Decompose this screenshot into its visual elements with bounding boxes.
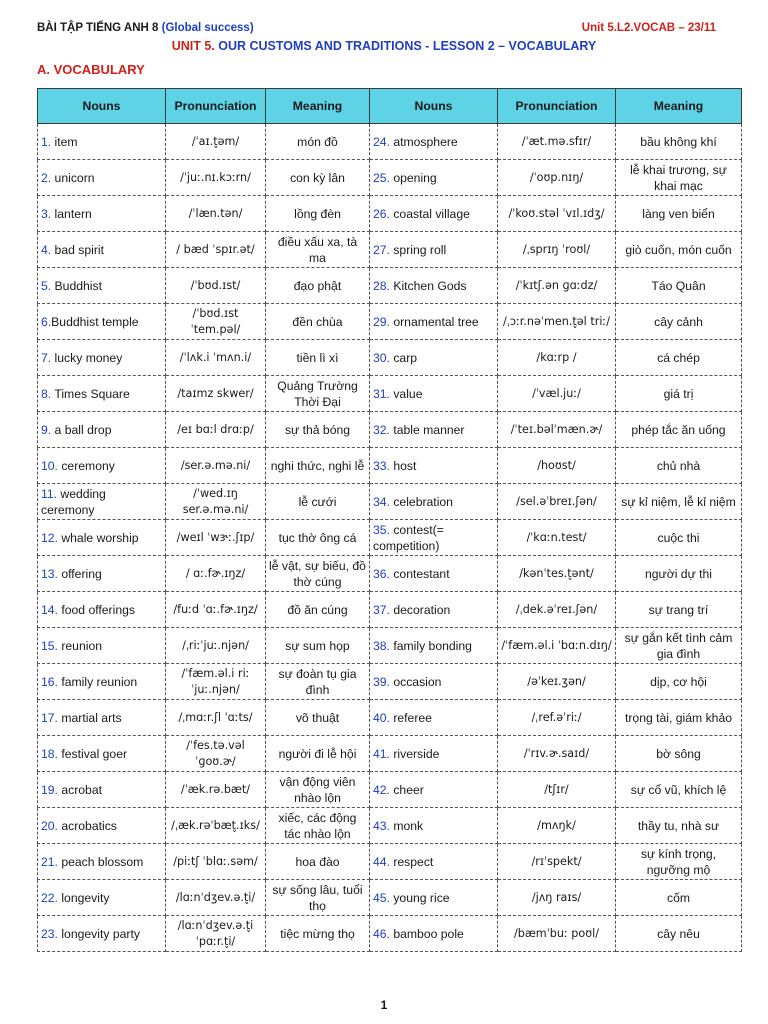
noun-cell	[370, 520, 498, 556]
item-number: 39.	[373, 674, 390, 689]
noun-text: Times Square	[51, 386, 130, 401]
table-header-row	[38, 89, 742, 124]
meaning-cell: món đồ	[266, 124, 370, 160]
noun-cell	[370, 232, 498, 268]
pronunciation-cell: /eɪ bɑːl drɑːp/	[166, 412, 266, 448]
pronunciation-cell: /sel.əˈbreɪ.ʃən/	[498, 484, 616, 520]
noun-text: family reunion	[57, 674, 138, 689]
item-number: 18.	[41, 746, 58, 761]
noun-cell	[370, 484, 498, 520]
noun-cell	[370, 808, 498, 844]
meaning-cell: tục thờ ông cá	[266, 520, 370, 556]
item-number: 44.	[373, 854, 390, 869]
noun-text: respect	[389, 854, 434, 869]
noun-text: food offerings	[57, 602, 135, 617]
meaning-cell: con kỳ lân	[266, 160, 370, 196]
item-number: 1.	[41, 134, 52, 149]
noun-text: cheer	[389, 782, 424, 797]
item-number: 13.	[41, 566, 58, 581]
noun-cell	[38, 412, 166, 448]
meaning-cell: lễ khai trương, sự khai mạc	[616, 160, 742, 196]
noun-cell	[38, 196, 166, 232]
pronunciation-cell: /ˈbʊd.ɪst ˈtem.pəl/	[166, 304, 266, 340]
noun-text: value	[389, 386, 423, 401]
meaning-cell: sự thả bóng	[266, 412, 370, 448]
item-number: 23.	[41, 926, 58, 941]
page-number: 1	[380, 998, 388, 1012]
pronunciation-cell: /ˈæk.rə.bæt/	[166, 772, 266, 808]
pronunciation-cell: /ˈfæm.əl.i riːˈjuː.njən/	[166, 664, 266, 700]
table-row	[38, 340, 742, 376]
noun-text: lucky money	[51, 350, 123, 365]
noun-cell	[370, 628, 498, 664]
pronunciation-cell: /ˈlæn.tən/	[166, 196, 266, 232]
item-number: 29.	[373, 314, 390, 329]
noun-cell	[38, 808, 166, 844]
item-number: 16.	[41, 674, 58, 689]
noun-text: young rice	[389, 890, 450, 905]
noun-cell	[370, 376, 498, 412]
item-number: 33.	[373, 458, 390, 473]
table-row	[38, 304, 742, 340]
noun-text: riverside	[389, 746, 440, 761]
table-row	[38, 772, 742, 808]
pronunciation-cell: /ˈwed.ɪŋ ser.ə.mə.ni/	[166, 484, 266, 520]
meaning-cell: phép tắc ăn uống	[616, 412, 742, 448]
item-number: 17.	[41, 710, 58, 725]
pronunciation-cell: /ˈaɪ.t̬əm/	[166, 124, 266, 160]
item-number: 19.	[41, 782, 58, 797]
item-number: 12.	[41, 530, 58, 545]
noun-cell	[370, 772, 498, 808]
table-row	[38, 376, 742, 412]
noun-cell	[370, 556, 498, 592]
table-row	[38, 556, 742, 592]
item-number: 34.	[373, 494, 390, 509]
noun-text: Kitchen Gods	[389, 278, 467, 293]
meaning-cell: hoa đào	[266, 844, 370, 880]
pronunciation-cell: /hoʊst/	[498, 448, 616, 484]
noun-cell	[38, 592, 166, 628]
table-row	[38, 268, 742, 304]
table-row	[38, 916, 742, 952]
meaning-cell: giá trị	[616, 376, 742, 412]
meaning-cell: bầu không khí	[616, 124, 742, 160]
item-number: 38.	[373, 638, 390, 653]
noun-text: ceremony	[57, 458, 115, 473]
meaning-cell: dịp, cơ hội	[616, 664, 742, 700]
table-row	[38, 736, 742, 772]
noun-cell	[370, 700, 498, 736]
meaning-cell: làng ven biển	[616, 196, 742, 232]
noun-text: reunion	[57, 638, 102, 653]
header-meaning: Meaning	[266, 89, 370, 124]
header-meaning: Meaning	[616, 89, 742, 124]
pronunciation-cell: /ˈrɪv.ɚ.saɪd/	[498, 736, 616, 772]
item-number: 20.	[41, 818, 58, 833]
meaning-cell: cá chép	[616, 340, 742, 376]
pronunciation-cell: /ˌæk.rəˈbæt̬.ɪks/	[166, 808, 266, 844]
header-nouns: Nouns	[370, 89, 498, 124]
noun-text: coastal village	[389, 206, 470, 221]
noun-cell	[370, 880, 498, 916]
noun-text: bamboo pole	[389, 926, 464, 941]
table-row	[38, 808, 742, 844]
noun-text: monk	[389, 818, 424, 833]
noun-text: referee	[389, 710, 432, 725]
noun-text: atmosphere	[389, 134, 458, 149]
meaning-cell: đền chùa	[266, 304, 370, 340]
table-row	[38, 700, 742, 736]
pronunciation-cell: /ˌɔːr.nəˈmen.t̬əl triː/	[498, 304, 616, 340]
meaning-cell: cuộc thi	[616, 520, 742, 556]
item-number: 32.	[373, 422, 390, 437]
noun-cell	[38, 124, 166, 160]
pronunciation-cell: /fuːd ˈɑː.fɚ.ɪŋz/	[166, 592, 266, 628]
pronunciation-cell: / ɑː.fɚ.ɪŋz/	[166, 556, 266, 592]
item-number: 7.	[41, 350, 52, 365]
table-row	[38, 880, 742, 916]
pronunciation-cell: /əˈkeɪ.ʒən/	[498, 664, 616, 700]
item-number: 41.	[373, 746, 390, 761]
table-row	[38, 124, 742, 160]
noun-cell	[370, 124, 498, 160]
item-number: 28.	[373, 278, 390, 293]
table-row	[38, 232, 742, 268]
meaning-cell: tiền lì xì	[266, 340, 370, 376]
item-number: 26.	[373, 206, 390, 221]
noun-text: Buddhist	[51, 278, 102, 293]
item-number: 11.	[41, 486, 58, 501]
meaning-cell: trọng tài, giám khảo	[616, 700, 742, 736]
item-number: 27.	[373, 242, 390, 257]
meaning-cell: sự kính trọng, ngưỡng mộ	[616, 844, 742, 880]
meaning-cell: đồ ăn cúng	[266, 592, 370, 628]
noun-text: acrobat	[57, 782, 102, 797]
noun-cell	[38, 448, 166, 484]
item-number: 3.	[41, 206, 52, 221]
pronunciation-cell: /kənˈtes.t̬ənt/	[498, 556, 616, 592]
item-number: 25.	[373, 170, 390, 185]
noun-cell	[370, 196, 498, 232]
noun-text: contestant	[389, 566, 450, 581]
pronunciation-cell: /weɪl ˈwɝː.ʃɪp/	[166, 520, 266, 556]
noun-cell	[38, 232, 166, 268]
noun-cell	[38, 160, 166, 196]
noun-text: unicorn	[51, 170, 95, 185]
noun-cell	[370, 412, 498, 448]
noun-text: host	[389, 458, 417, 473]
header-book-title: BÀI TẬP TIẾNG ANH 8	[37, 22, 162, 34]
pronunciation-cell: /tʃɪr/	[498, 772, 616, 808]
item-number: 43.	[373, 818, 390, 833]
pronunciation-cell: /ˈoʊp.nɪŋ/	[498, 160, 616, 196]
pronunciation-cell: /ˈkoʊ.stəl ˈvɪl.ɪdʒ/	[498, 196, 616, 232]
noun-text: celebration	[389, 494, 453, 509]
meaning-cell: sự sum họp	[266, 628, 370, 664]
meaning-cell: lễ cưới	[266, 484, 370, 520]
item-number: 42.	[373, 782, 390, 797]
item-number: 35.	[373, 522, 390, 537]
noun-text: martial arts	[57, 710, 122, 725]
vocabulary-table	[37, 88, 742, 952]
item-number: 2.	[41, 170, 52, 185]
pronunciation-cell: /ˌmɑːr.ʃl ˈɑːts/	[166, 700, 266, 736]
noun-cell	[370, 844, 498, 880]
noun-text: offering	[57, 566, 102, 581]
item-number: 46.	[373, 926, 390, 941]
table-row	[38, 844, 742, 880]
item-number: 10.	[41, 458, 58, 473]
header-pronunciation: Pronunciation	[166, 89, 266, 124]
pronunciation-cell: /ˈlʌk.i ˈmʌn.i/	[166, 340, 266, 376]
pronunciation-cell: /jʌŋ raɪs/	[498, 880, 616, 916]
noun-cell	[370, 268, 498, 304]
title-unit: UNIT 5.	[171, 39, 215, 53]
meaning-cell: cây nêu	[616, 916, 742, 952]
item-number: 15.	[41, 638, 58, 653]
noun-cell	[370, 592, 498, 628]
item-number: 31.	[373, 386, 390, 401]
pronunciation-cell: /ˌref.əˈriː/	[498, 700, 616, 736]
pronunciation-cell: /ˈvæl.juː/	[498, 376, 616, 412]
meaning-cell: sự cổ vũ, khích lệ	[616, 772, 742, 808]
noun-cell	[370, 736, 498, 772]
item-number: 8.	[41, 386, 52, 401]
meaning-cell: cốm	[616, 880, 742, 916]
noun-text: carp	[389, 350, 418, 365]
noun-cell	[38, 520, 166, 556]
noun-cell	[370, 448, 498, 484]
meaning-cell: vận động viên nhào lộn	[266, 772, 370, 808]
noun-text: lantern	[51, 206, 92, 221]
noun-text: peach blossom	[57, 854, 144, 869]
meaning-cell: tiệc mừng thọ	[266, 916, 370, 952]
pronunciation-cell: /ˌdek.əˈreɪ.ʃən/	[498, 592, 616, 628]
header-pronunciation: Pronunciation	[498, 89, 616, 124]
noun-cell	[370, 340, 498, 376]
noun-cell	[38, 556, 166, 592]
pronunciation-cell: /ˈteɪ.bəlˈmæn.ɚ/	[498, 412, 616, 448]
noun-cell	[38, 376, 166, 412]
meaning-cell: nghi thức, nghi lễ	[266, 448, 370, 484]
noun-cell	[370, 304, 498, 340]
noun-cell	[370, 916, 498, 952]
item-number: 45.	[373, 890, 390, 905]
pronunciation-cell: /lɑːnˈdʒev.ə.t̬i ˈpɑːr.t̬i/	[166, 916, 266, 952]
noun-cell	[38, 880, 166, 916]
noun-cell	[38, 304, 166, 340]
meaning-cell: lồng đèn	[266, 196, 370, 232]
item-number: 6.	[41, 314, 52, 329]
meaning-cell: lễ vật, sự biếu, đồ thờ cúng	[266, 556, 370, 592]
table-row	[38, 628, 742, 664]
noun-text: acrobatics	[57, 818, 117, 833]
pronunciation-cell: /ˈkɑːn.test/	[498, 520, 616, 556]
noun-text: bad spirit	[51, 242, 105, 257]
item-number: 21.	[41, 854, 58, 869]
noun-text: Buddhist temple	[51, 314, 139, 329]
noun-text: ornamental tree	[389, 314, 479, 329]
meaning-cell: thầy tu, nhà sư	[616, 808, 742, 844]
pronunciation-cell: /ˈkɪtʃ.ən ɡɑːdz/	[498, 268, 616, 304]
meaning-cell: bờ sông	[616, 736, 742, 772]
section-heading: A. VOCABULARY	[37, 62, 145, 77]
item-number: 40.	[373, 710, 390, 725]
pronunciation-cell: /lɑːnˈdʒev.ə.t̬i/	[166, 880, 266, 916]
meaning-cell: sự gắn kết tình cảm gia đình	[616, 628, 742, 664]
table-row	[38, 412, 742, 448]
meaning-cell: Quảng Trường Thời Đại	[266, 376, 370, 412]
pronunciation-cell: /kɑːrp /	[498, 340, 616, 376]
meaning-cell: cây cảnh	[616, 304, 742, 340]
meaning-cell: sự kỉ niệm, lễ kỉ niệm	[616, 484, 742, 520]
noun-cell	[38, 772, 166, 808]
table-row	[38, 520, 742, 556]
noun-cell	[370, 664, 498, 700]
item-number: 36.	[373, 566, 390, 581]
pronunciation-cell: /mʌŋk/	[498, 808, 616, 844]
item-number: 14.	[41, 602, 58, 617]
title-text: OUR CUSTOMS AND TRADITIONS - LESSON 2 – VOCABULARY	[214, 39, 597, 53]
noun-cell	[370, 160, 498, 196]
noun-text: festival goer	[57, 746, 128, 761]
noun-cell	[38, 736, 166, 772]
header-left	[37, 22, 254, 34]
item-number: 37.	[373, 602, 390, 617]
meaning-cell: điều xấu xa, tà ma	[266, 232, 370, 268]
pronunciation-cell: /bæmˈbuː poʊl/	[498, 916, 616, 952]
noun-cell	[38, 484, 166, 520]
pronunciation-cell: /ser.ə.mə.ni/	[166, 448, 266, 484]
table-row	[38, 448, 742, 484]
item-number: 22.	[41, 890, 58, 905]
meaning-cell: Táo Quân	[616, 268, 742, 304]
pronunciation-cell: /ˈfes.tə.vəl ˈɡoʊ.ɚ/	[166, 736, 266, 772]
header-right: Unit 5.L2.VOCAB – 23/11	[581, 22, 716, 34]
item-number: 4.	[41, 242, 52, 257]
noun-cell	[38, 700, 166, 736]
noun-text: family bonding	[389, 638, 472, 653]
noun-text: item	[51, 134, 78, 149]
noun-text: decoration	[389, 602, 451, 617]
noun-text: table manner	[389, 422, 465, 437]
noun-text: whale worship	[57, 530, 139, 545]
meaning-cell: xiếc, các động tác nhào lộn	[266, 808, 370, 844]
noun-text: occasion	[389, 674, 442, 689]
pronunciation-cell: /taɪmz skwer/	[166, 376, 266, 412]
item-number: 30.	[373, 350, 390, 365]
noun-cell	[38, 268, 166, 304]
table-row	[38, 160, 742, 196]
meaning-cell: sự đoàn tụ gia đình	[266, 664, 370, 700]
meaning-cell: chủ nhà	[616, 448, 742, 484]
header-nouns: Nouns	[38, 89, 166, 124]
noun-cell	[38, 628, 166, 664]
pronunciation-cell: / bæd ˈspɪr.ət/	[166, 232, 266, 268]
noun-text: spring roll	[389, 242, 447, 257]
meaning-cell: sự sống lâu, tuổi thọ	[266, 880, 370, 916]
noun-text: a ball drop	[51, 422, 112, 437]
noun-cell	[38, 916, 166, 952]
noun-cell	[38, 340, 166, 376]
noun-text: contest(= competition)	[373, 522, 444, 553]
meaning-cell: người dự thi	[616, 556, 742, 592]
item-number: 9.	[41, 422, 52, 437]
pronunciation-cell: /ˈjuː.nɪ.kɔːrn/	[166, 160, 266, 196]
pronunciation-cell: /ˈbʊd.ɪst/	[166, 268, 266, 304]
noun-text: longevity party	[57, 926, 140, 941]
pronunciation-cell: /ˌriːˈjuː.njən/	[166, 628, 266, 664]
table-row	[38, 484, 742, 520]
meaning-cell: võ thuật	[266, 700, 370, 736]
item-number: 5.	[41, 278, 52, 293]
table-row	[38, 196, 742, 232]
pronunciation-cell: /rɪˈspekt/	[498, 844, 616, 880]
pronunciation-cell: /ˈæt.mə.sfɪr/	[498, 124, 616, 160]
noun-text: wedding ceremony	[41, 486, 106, 517]
pronunciation-cell: /piːtʃ ˈblɑː.səm/	[166, 844, 266, 880]
table-row	[38, 592, 742, 628]
meaning-cell: người đi lễ hội	[266, 736, 370, 772]
page-title	[0, 39, 768, 53]
item-number: 24.	[373, 134, 390, 149]
meaning-cell: giò cuốn, món cuốn	[616, 232, 742, 268]
table-row	[38, 664, 742, 700]
header-book-subtitle: (Global success)	[161, 22, 254, 34]
noun-cell	[38, 664, 166, 700]
noun-text: longevity	[57, 890, 110, 905]
noun-text: opening	[389, 170, 437, 185]
pronunciation-cell: /ˌsprɪŋ ˈroʊl/	[498, 232, 616, 268]
noun-cell	[38, 844, 166, 880]
meaning-cell: đạo phật	[266, 268, 370, 304]
meaning-cell: sự trang trí	[616, 592, 742, 628]
pronunciation-cell: /ˈfæm.əl.i ˈbɑːn.dɪŋ/	[498, 628, 616, 664]
